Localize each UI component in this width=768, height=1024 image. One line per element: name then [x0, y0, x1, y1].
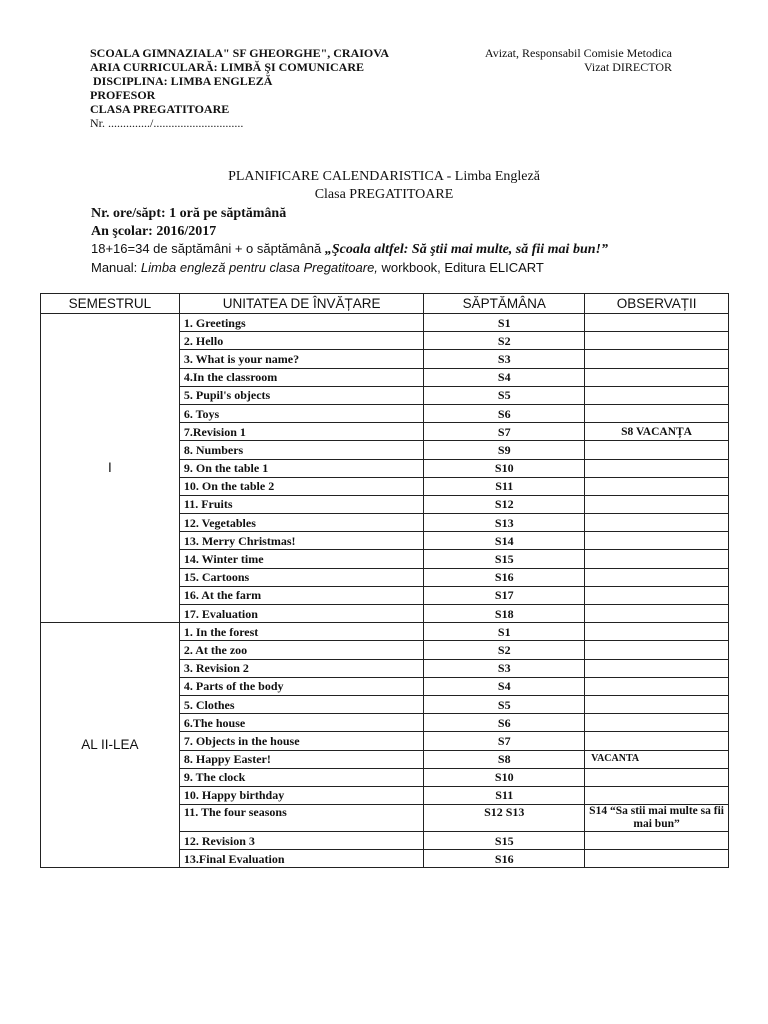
manual-line	[91, 259, 608, 277]
header-line: PROFESOR	[90, 88, 156, 102]
unit-cell: 10. Happy birthday	[179, 786, 424, 804]
obs-cell	[585, 332, 729, 350]
unit-cell: 1. In the forest	[179, 623, 424, 641]
week-cell: S7	[424, 423, 585, 441]
unit-cell: 6.The house	[179, 714, 424, 732]
obs-cell	[585, 532, 729, 550]
unit-cell: 8. Numbers	[179, 441, 424, 459]
unit-cell: 6. Toys	[179, 404, 424, 422]
unit-cell: 9. On the table 1	[179, 459, 424, 477]
obs-cell: S14 “Sa stii mai multe sa fii mai bun”	[585, 805, 729, 832]
obs-cell	[585, 514, 729, 532]
week-cell: S6	[424, 404, 585, 422]
obs-cell	[585, 477, 729, 495]
unit-cell: 11. Fruits	[179, 495, 424, 513]
column-header: SĂPTĂMÂNA	[424, 294, 585, 314]
obs-cell: VACANTA	[585, 750, 729, 768]
week-cell: S2	[424, 641, 585, 659]
planning-table	[40, 293, 729, 868]
subtitle-line: Clasa PREGATITOARE	[314, 187, 454, 202]
week-cell: S4	[424, 677, 585, 695]
unit-cell: 11. The four seasons	[179, 805, 424, 832]
obs-cell	[585, 350, 729, 368]
week-cell: S8	[424, 750, 585, 768]
week-cell: S13	[424, 514, 585, 532]
title-line: PLANIFICARE CALENDARISTICA - Limba Engleză	[228, 169, 540, 184]
obs-cell	[585, 550, 729, 568]
column-header: OBSERVAȚII	[585, 294, 729, 314]
week-cell: S15	[424, 550, 585, 568]
table-row	[41, 623, 729, 641]
obs-cell	[585, 677, 729, 695]
unit-cell: 5. Pupil's objects	[179, 386, 424, 404]
unit-cell: 2. At the zoo	[179, 641, 424, 659]
manual-suffix: workbook, Editura ELICART	[377, 259, 544, 275]
obs-cell	[585, 832, 729, 850]
obs-cell	[585, 404, 729, 422]
manual-italic: Limba engleză pentru clasa Pregatitoare,	[140, 259, 378, 275]
obs-cell	[585, 605, 729, 623]
week-cell: S16	[424, 850, 585, 868]
week-cell: S4	[424, 368, 585, 386]
week-cell: S7	[424, 732, 585, 750]
obs-cell	[585, 695, 729, 713]
weeks-prefix: 18+16=34 de săptămâni + o săptămână	[91, 241, 325, 256]
header-line: ARIA CURRICULARĂ: LIMBĂ ŞI COMUNICARE	[90, 60, 365, 74]
approval-line: Vizat DIRECTOR	[583, 60, 672, 74]
week-cell: S11	[424, 477, 585, 495]
obs-cell	[585, 495, 729, 513]
approval-header	[485, 46, 672, 74]
unit-cell: 14. Winter time	[179, 550, 424, 568]
header-line: DISCIPLINA: LIMBA ENGLEZĂ	[90, 74, 273, 88]
document-title	[0, 168, 768, 204]
unit-cell: 7.Revision 1	[179, 423, 424, 441]
week-cell: S16	[424, 568, 585, 586]
week-cell: S17	[424, 586, 585, 604]
year-line: An şcolar: 2016/2017	[91, 223, 217, 239]
unit-cell: 16. At the farm	[179, 586, 424, 604]
semester-cell: I	[41, 314, 180, 623]
unit-cell: 9. The clock	[179, 768, 424, 786]
approval-line: Avizat, Responsabil Comisie Metodica	[484, 46, 672, 60]
unit-cell: 10. On the table 2	[179, 477, 424, 495]
unit-cell: 17. Evaluation	[179, 605, 424, 623]
week-cell: S14	[424, 532, 585, 550]
obs-cell	[585, 850, 729, 868]
obs-cell	[585, 659, 729, 677]
week-cell: S5	[424, 386, 585, 404]
week-cell: S11	[424, 786, 585, 804]
week-cell: S9	[424, 441, 585, 459]
week-cell: S3	[424, 659, 585, 677]
semester-cell: AL II-LEA	[41, 623, 180, 868]
obs-cell	[585, 623, 729, 641]
obs-cell	[585, 586, 729, 604]
unit-cell: 12. Revision 3	[179, 832, 424, 850]
obs-cell	[585, 786, 729, 804]
obs-cell	[585, 314, 729, 332]
unit-cell: 5. Clothes	[179, 695, 424, 713]
week-cell: S18	[424, 605, 585, 623]
obs-cell	[585, 368, 729, 386]
obs-cell	[585, 459, 729, 477]
unit-cell: 13. Merry Christmas!	[179, 532, 424, 550]
hours-line: Nr. ore/săpt: 1 oră pe săptămână	[91, 206, 287, 221]
unit-cell: 12. Vegetables	[179, 514, 424, 532]
week-cell: S12	[424, 495, 585, 513]
unit-cell: 4. Parts of the body	[179, 677, 424, 695]
school-header	[90, 46, 389, 130]
unit-cell: 7. Objects in the house	[179, 732, 424, 750]
obs-cell	[585, 441, 729, 459]
weeks-line	[91, 240, 608, 259]
unit-cell: 13.Final Evaluation	[179, 850, 424, 868]
info-block	[91, 205, 608, 276]
week-cell: S2	[424, 332, 585, 350]
week-cell: S5	[424, 695, 585, 713]
week-cell: S6	[424, 714, 585, 732]
obs-cell	[585, 714, 729, 732]
week-cell: S15	[424, 832, 585, 850]
unit-cell: 3. Revision 2	[179, 659, 424, 677]
week-cell: S10	[424, 459, 585, 477]
obs-cell	[585, 641, 729, 659]
week-cell: S3	[424, 350, 585, 368]
week-cell: S1	[424, 314, 585, 332]
table-row	[41, 314, 729, 332]
unit-cell: 8. Happy Easter!	[179, 750, 424, 768]
obs-cell	[585, 386, 729, 404]
unit-cell: 4.In the classroom	[179, 368, 424, 386]
column-header: UNITATEA DE ÎNVĂȚARE	[179, 294, 424, 314]
header-line: CLASA PREGATITOARE	[90, 102, 230, 116]
header-line: SCOALA GIMNAZIALA" SF GHEORGHE", CRAIOVA	[90, 46, 390, 60]
unit-cell: 1. Greetings	[179, 314, 424, 332]
obs-cell	[585, 568, 729, 586]
week-cell: S1	[424, 623, 585, 641]
header-line: Nr. ............../..............................	[90, 116, 244, 130]
week-cell: S10	[424, 768, 585, 786]
obs-cell: S8 VACANȚA	[585, 423, 729, 441]
column-header: SEMESTRUL	[41, 294, 180, 314]
unit-cell: 15. Cartoons	[179, 568, 424, 586]
obs-cell	[585, 768, 729, 786]
weeks-italic: „Şcoala altfel: Să ştii mai multe, să fii mai bun!”	[324, 242, 608, 257]
unit-cell: 2. Hello	[179, 332, 424, 350]
manual-prefix: Manual:	[91, 259, 141, 275]
unit-cell: 3. What is your name?	[179, 350, 424, 368]
obs-cell	[585, 732, 729, 750]
week-cell: S12 S13	[424, 805, 585, 832]
table-header-row	[41, 294, 729, 314]
